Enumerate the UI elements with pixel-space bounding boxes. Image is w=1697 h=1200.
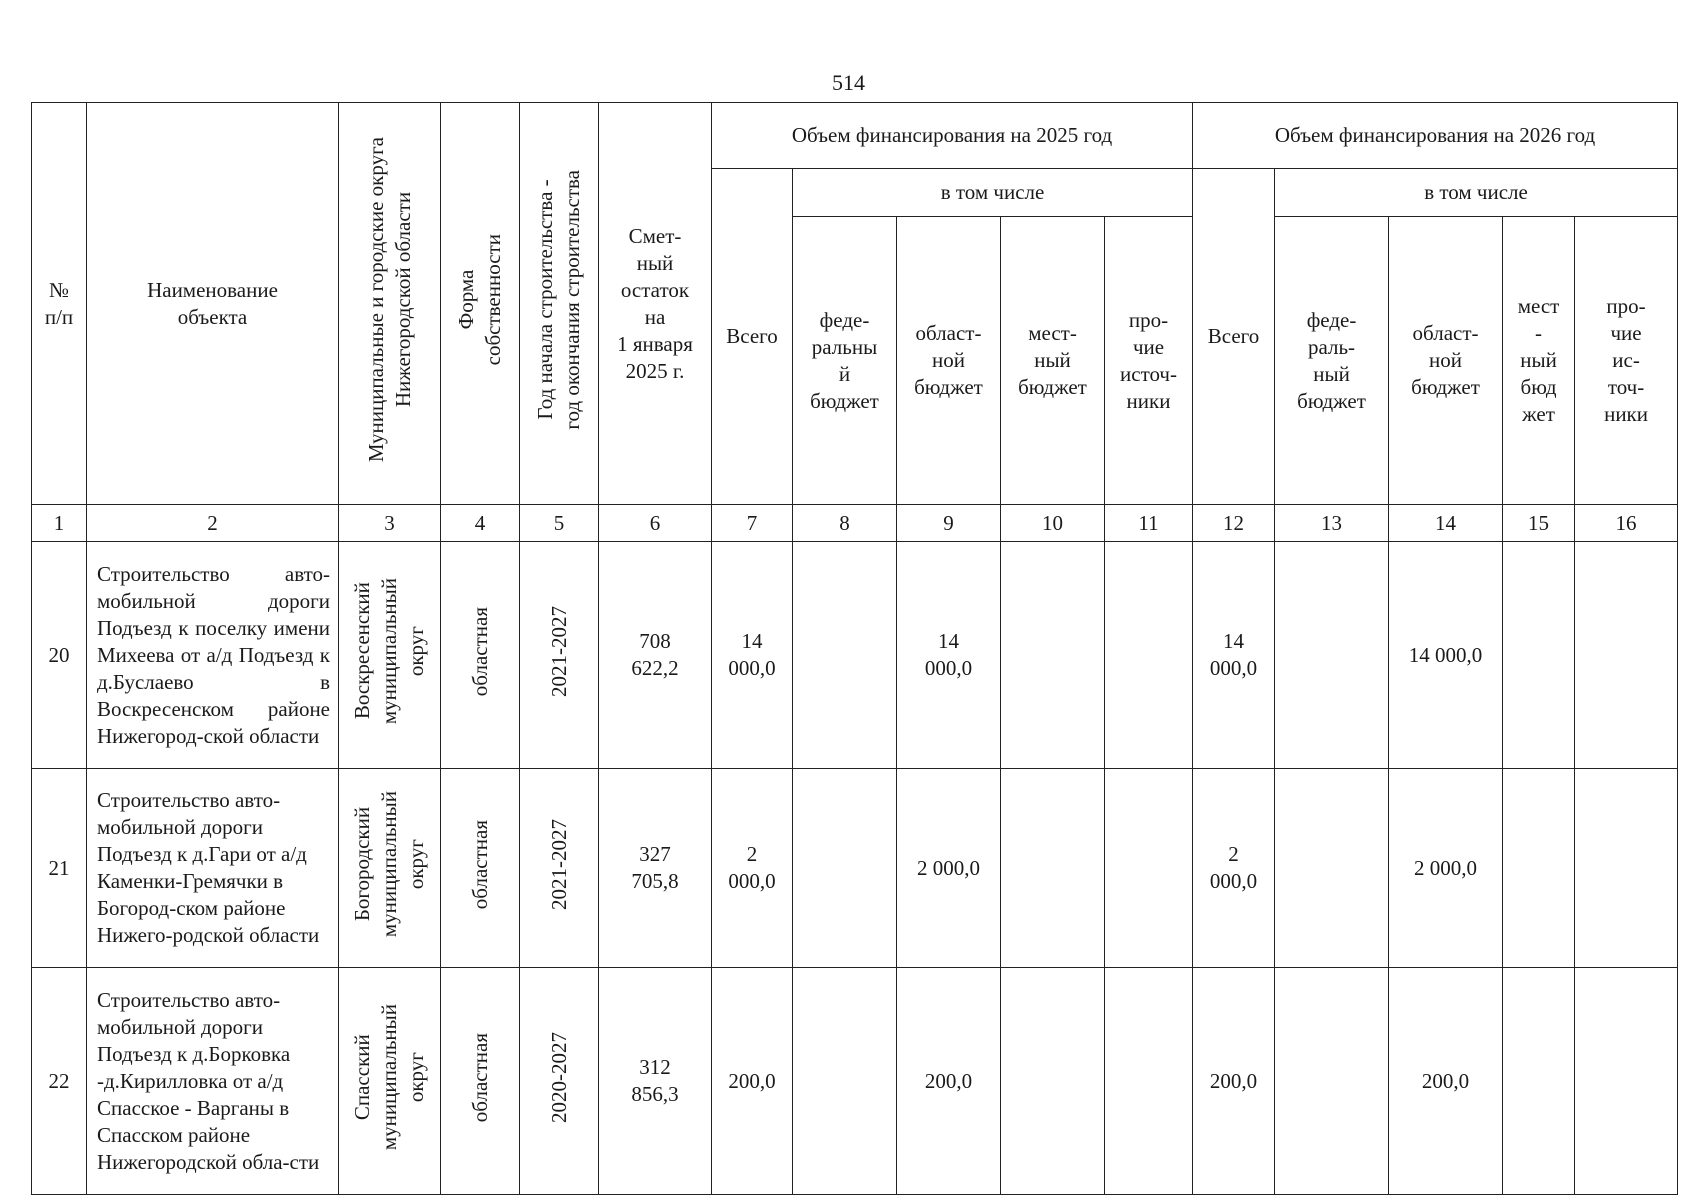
municipality: Богородский муниципальный округ (339, 769, 441, 968)
other-2026 (1575, 968, 1678, 1195)
total-2025: 200,0 (712, 968, 793, 1195)
local-2026 (1503, 968, 1575, 1195)
regional-2026: 14 000,0 (1389, 542, 1503, 769)
header-name: Наименование объекта (87, 103, 339, 505)
regional-2025: 14 000,0 (897, 542, 1001, 769)
table-row (32, 769, 1678, 968)
column-number: 5 (520, 505, 599, 542)
column-number: 16 (1575, 505, 1678, 542)
regional-2025: 2 000,0 (897, 769, 1001, 968)
construction-years: 2020-2027 (520, 968, 599, 1195)
municipality: Спасский муниципальный округ (339, 968, 441, 1195)
other-2025 (1105, 769, 1193, 968)
header-regional-2025: област- ной бюджет (897, 217, 1001, 505)
header-financing-2026: Объем финансирования на 2026 год (1193, 103, 1678, 169)
column-number: 13 (1275, 505, 1389, 542)
federal-2026 (1275, 769, 1389, 968)
header-including-2026: в том числе (1275, 169, 1678, 217)
federal-2025 (793, 968, 897, 1195)
header-local-2025: мест- ный бюджет (1001, 217, 1105, 505)
ownership: областная (441, 968, 520, 1195)
column-number: 7 (712, 505, 793, 542)
other-2026 (1575, 542, 1678, 769)
object-name: Строительство авто-мобильной дороги Подъезд к д.Борковка -д.Кирилловка от а/д Спасское - Варганы в Спасском районе Нижегородской обла-сти (87, 968, 339, 1195)
column-number: 11 (1105, 505, 1193, 542)
header-row-1 (32, 103, 1678, 169)
header-federal-2026: феде- раль- ный бюджет (1275, 217, 1389, 505)
header-total-2025: Всего (712, 169, 793, 505)
object-name: Строительство авто-мобильной дороги Подъезд к д.Гари от а/д Каменки-Гремячки в Богород-ском районе Нижего-родской области (87, 769, 339, 968)
regional-2025: 200,0 (897, 968, 1001, 1195)
construction-years: 2021-2027 (520, 542, 599, 769)
column-number: 9 (897, 505, 1001, 542)
local-2026 (1503, 769, 1575, 968)
column-number: 10 (1001, 505, 1105, 542)
page-number: 514 (832, 70, 865, 95)
header-including-2025: в том числе (793, 169, 1193, 217)
municipality: Воскресенский муниципальный округ (339, 542, 441, 769)
total-2026: 14 000,0 (1193, 542, 1275, 769)
federal-2025 (793, 769, 897, 968)
local-2025 (1001, 542, 1105, 769)
column-number-row (32, 505, 1678, 542)
column-number: 15 (1503, 505, 1575, 542)
table-row (32, 542, 1678, 769)
header-num: № п/п (32, 103, 87, 505)
row-num: 22 (32, 968, 87, 1195)
estimated-balance: 327 705,8 (599, 769, 712, 968)
financing-table (31, 102, 1678, 1195)
construction-years: 2021-2027 (520, 769, 599, 968)
local-2025 (1001, 769, 1105, 968)
column-number: 1 (32, 505, 87, 542)
regional-2026: 200,0 (1389, 968, 1503, 1195)
object-name: Строительство авто-мобильной дороги Подъезд к поселку имени Михеева от а/д Подъезд к д.Буслаево в Воскресенском районе Нижегород-ской области (87, 542, 339, 769)
other-2025 (1105, 542, 1193, 769)
header-federal-2025: феде- ральны й бюджет (793, 217, 897, 505)
header-municipality: Муниципальные и городские округа Нижегородской области (339, 103, 441, 505)
regional-2026: 2 000,0 (1389, 769, 1503, 968)
local-2025 (1001, 968, 1105, 1195)
total-2025: 14 000,0 (712, 542, 793, 769)
table-row (32, 968, 1678, 1195)
column-number: 6 (599, 505, 712, 542)
total-2026: 2 000,0 (1193, 769, 1275, 968)
column-number: 4 (441, 505, 520, 542)
header-other-2026: про- чие ис- точ- ники (1575, 217, 1678, 505)
ownership: областная (441, 769, 520, 968)
row-num: 20 (32, 542, 87, 769)
header-balance: Смет- ный остаток на 1 января 2025 г. (599, 103, 712, 505)
estimated-balance: 312 856,3 (599, 968, 712, 1195)
column-number: 8 (793, 505, 897, 542)
ownership: областная (441, 542, 520, 769)
header-other-2025: про- чие источ- ники (1105, 217, 1193, 505)
column-number: 12 (1193, 505, 1275, 542)
column-number: 3 (339, 505, 441, 542)
column-number: 2 (87, 505, 339, 542)
header-financing-2025: Объем финансирования на 2025 год (712, 103, 1193, 169)
total-2025: 2 000,0 (712, 769, 793, 968)
header-years: Год начала строительства - год окончания строительства (520, 103, 599, 505)
federal-2026 (1275, 542, 1389, 769)
column-number: 14 (1389, 505, 1503, 542)
total-2026: 200,0 (1193, 968, 1275, 1195)
other-2025 (1105, 968, 1193, 1195)
header-ownership: Форма собственности (441, 103, 520, 505)
estimated-balance: 708 622,2 (599, 542, 712, 769)
row-num: 21 (32, 769, 87, 968)
header-total-2026: Всего (1193, 169, 1275, 505)
federal-2025 (793, 542, 897, 769)
header-regional-2026: област- ной бюджет (1389, 217, 1503, 505)
local-2026 (1503, 542, 1575, 769)
federal-2026 (1275, 968, 1389, 1195)
other-2026 (1575, 769, 1678, 968)
header-local-2026: мест - ный бюд жет (1503, 217, 1575, 505)
